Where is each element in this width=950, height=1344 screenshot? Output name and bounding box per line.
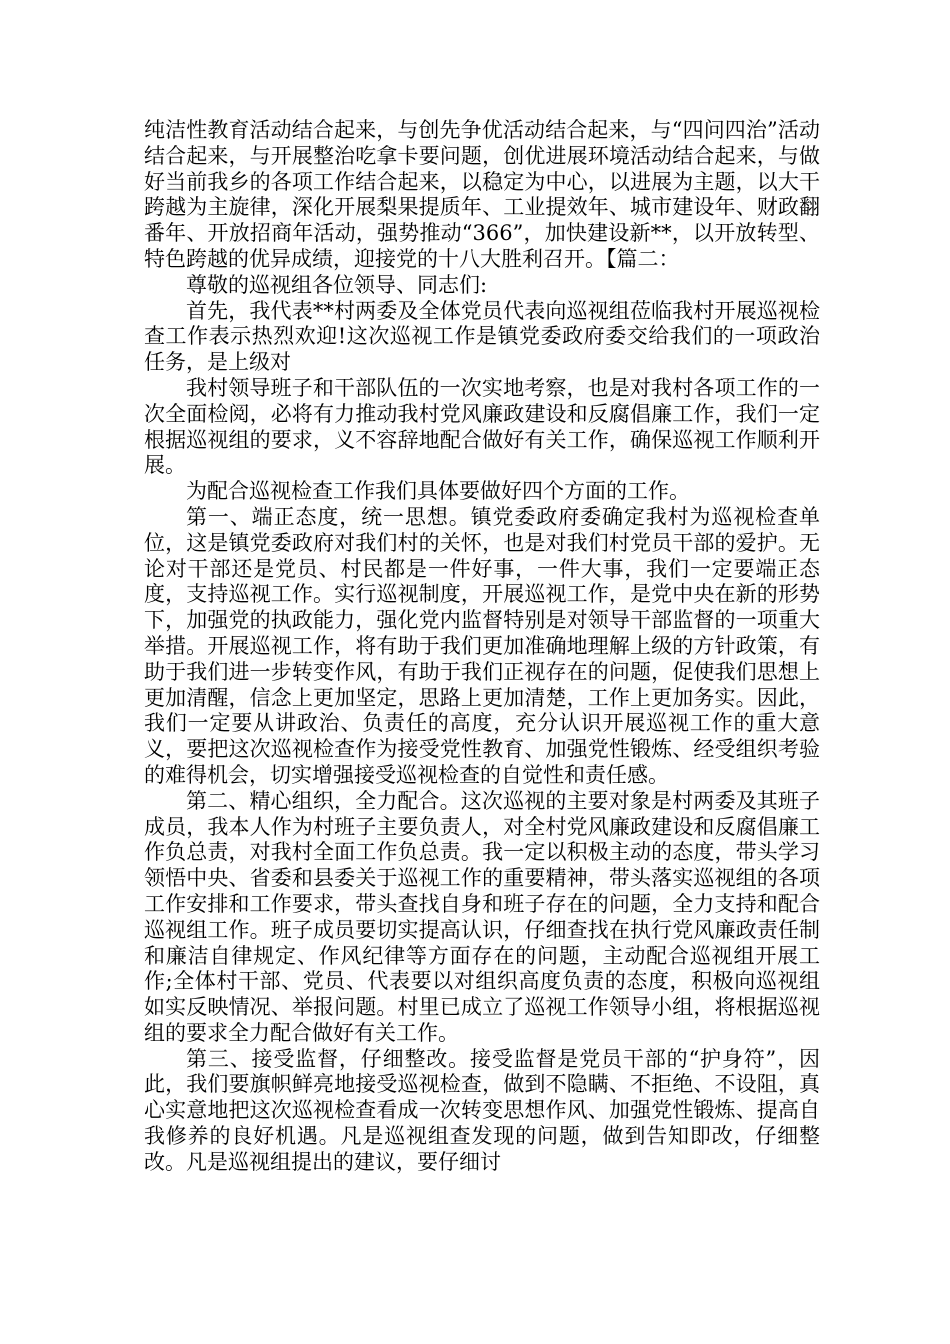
document-page [144,118,820,1176]
paragraph-four-aspects: 为配合巡视检查工作我们具体要做好四个方面的工作。 [186,479,690,504]
paragraph-inspection: 我村领导班子和干部队伍的一次实地考察，也是对我村各项工作的一次全面检阅，必将有力推动我村党风廉政建设和反腐倡廉工作，我们一定根据巡视组的要求，义不容辞地配合做好有关工作，确保巡视工作顺利开展。 [144,375,820,478]
paragraph-second-point: 第二、精心组织，全力配合。这次巡视的主要对象是村两委及其班子成员，我本人作为村班子主要负责人，对全村党风廉政建设和反腐倡廉工作负总责，对我村全面工作负总责。我一定以积极主动的态度，带头学习领悟中央、省委和县委关于巡视工作的重要精神，带头落实巡视组的各项工作安排和工作要求，带头查找自身和班子存在的问题，全力支持和配合巡视组工作。班子成员要切实提高认识，仔细查找在执行党风廉政责任制和廉洁自律规定、作风纪律等方面存在的问题，主动配合巡视组开展工作;全体村干部、党员、代表要以对组织高度负责的态度，积极向巡视组如实反映情况、举报问题。村里已成立了巡视工作领导小组，将根据巡视组的要求全力配合做好有关工作。 [144,788,820,1045]
paragraph-continuation: 纯洁性教育活动结合起来，与创先争优活动结合起来，与“四问四治”活动结合起来，与开展整治吃拿卡要问题，创优进展环境活动结合起来，与做好当前我乡的各项工作结合起来，以稳定为中心，以进展为主题，以大干跨越为主旋律，深化开展梨果提质年、工业提效年、城市建设年、财政翻番年、开放招商年活动，强势推动“366”，加快建设新**，以开放转型、特色跨越的优异成绩，迎接党的十八大胜利召开。【篇二： [144,118,820,271]
paragraph-third-point: 第三、接受监督，仔细整改。接受监督是党员干部的“护身符”，因此，我们要旗帜鲜亮地接受巡视检查，做到不隐瞒、不拒绝、不设阻，真心实意地把这次巡视检查看成一次转变思想作风、加强党性锻炼、提高自我修养的良好机遇。凡是巡视组查发现的问题，做到告知即改，仔细整改。凡是巡视组提出的建议，要仔细讨 [144,1046,820,1174]
paragraph-salutation: 尊敬的巡视组各位领导、同志们: [186,272,488,297]
paragraph-first-point: 第一、端正态度，统一思想。镇党委政府委确定我村为巡视检查单位，这是镇党委政府对我们村的关怀，也是对我们村党员干部的爱护。无论对干部还是党员、村民都是一件好事，一件大事，我们一定要端正态度，支持巡视工作。实行巡视制度，开展巡视工作，是党中央在新的形势下，加强党的执政能力，强化党内监督特别是对领导干部监督的一项重大举措。开展巡视工作，将有助于我们更加准确地理解上级的方针政策，有助于我们进一步转变作风，有助于我们正视存在的问题，促使我们思想上更加清醒，信念上更加坚定，思路上更加清楚，工作上更加务实。因此，我们一定要从讲政治、负责任的高度，充分认识开展巡视工作的重大意义，要把这次巡视检查作为接受党性教育、加强党性锻炼、经受组织考验的难得机会，切实增强接受巡视检查的自觉性和责任感。 [144,504,820,787]
paragraph-welcome: 首先，我代表**村两委及全体党员代表向巡视组莅临我村开展巡视检查工作表示热烈欢迎!这次巡视工作是镇党委政府委交给我们的一项政治任务，是上级对 [144,298,820,375]
